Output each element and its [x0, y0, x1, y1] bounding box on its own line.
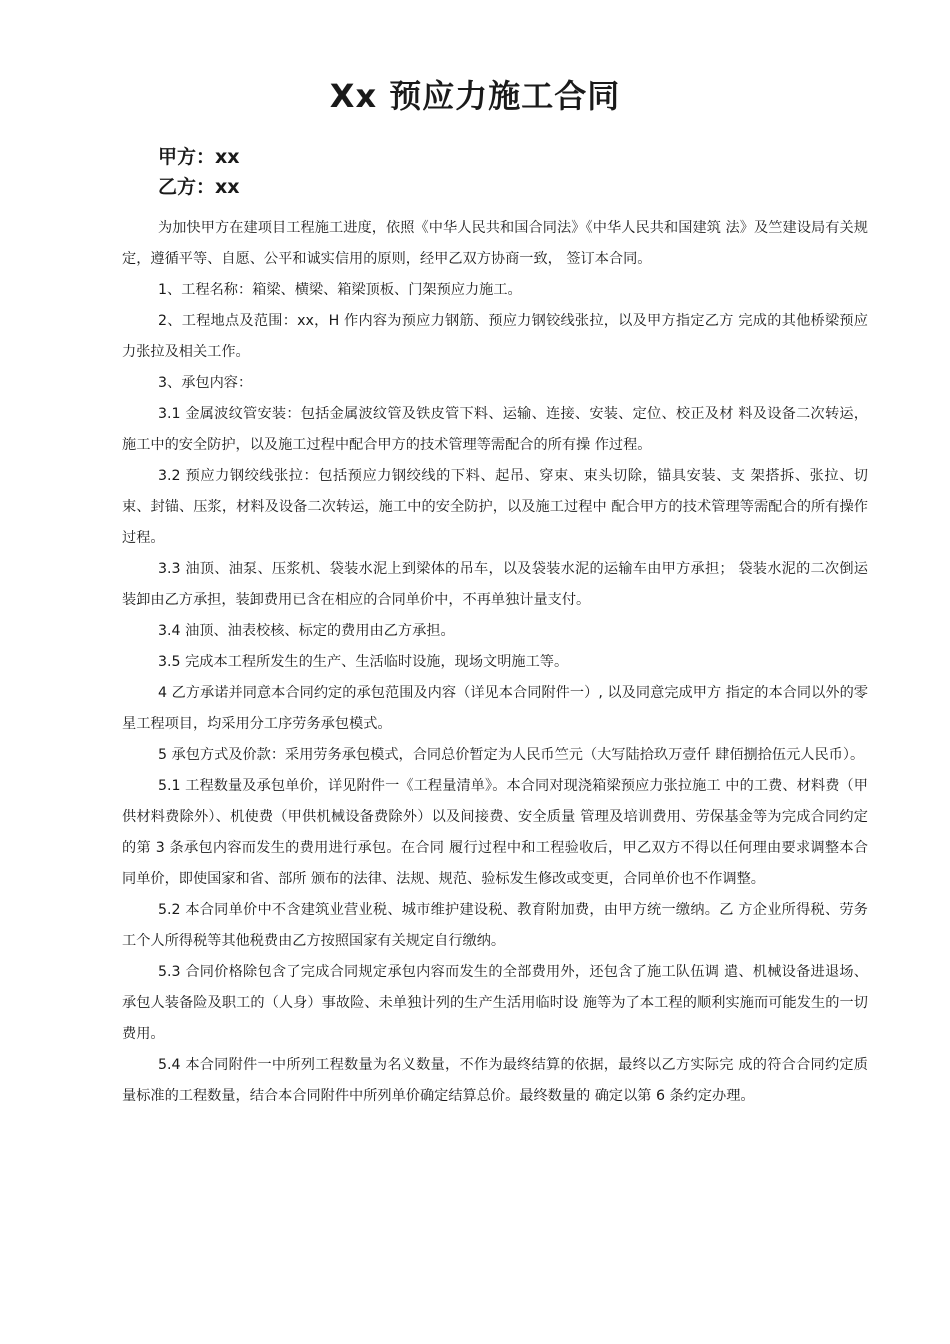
paragraph-5: 5 承包方式及价款：采用劳务承包模式，合同总价暂定为人民币竺元（大写陆拾玖万壹仟 肆佰捌拾伍元人民币）。 [158, 747, 865, 763]
party-a: 甲方：xx [158, 146, 240, 168]
paragraph-2-location-scope: 2、工程地点及范围：xx，H 作内容为预应力钢筋、预应力钢铰线张拉，以及甲方指定乙方 完成的其他桥梁预应力张拉及相关工作。 [122, 313, 868, 360]
paragraph-3-5: 3.5 完成本工程所发生的生产、生活临时设施，现场文明施工等。 [158, 654, 569, 670]
paragraph-1-project-name: 1、工程名称：箱梁、横梁、箱梁顶板、门架预应力施工。 [158, 282, 522, 298]
document-title: Xx 预应力施工合同 [329, 77, 621, 115]
contract-body [122, 213, 868, 1112]
paragraph-5-4: 5.4 本合同附件一中所列工程数量为名义数量，不作为最终结算的依据，最终以乙方实际完 成的符合合同约定质量标准的工程数量，结合本合同附件中所列单价确定结算总价。最终数量的 确定以第 6 条约定办理。 [122, 1057, 868, 1104]
paragraph-5-2: 5.2 本合同单价中不含建筑业营业税、城市维护建设税、教育附加费，由甲方统一缴纳。乙 方企业所得税、劳务工个人所得税等其他税费由乙方按照国家有关规定自行缴纳。 [122, 902, 868, 949]
paragraph-5-3: 5.3 合同价格除包含了完成合同规定承包内容而发生的全部费用外，还包含了施工队伍调 遣、机械设备进退场、承包人装备险及职工的（人身）事故险、未单独计列的生产生活用临时设 施等为了本工程的顺利实施而可能发生的一切费用。 [122, 964, 868, 1042]
paragraph-5-1: 5.1 工程数量及承包单价，详见附件一《工程量清单》。本合同对现浇箱梁预应力张拉施工 中的工费、材料费（甲供材料费除外）、机使费（甲供机械设备费除外）以及间接费、安全质量 管理及培训费用、劳保基金等为完成合同约定的第 3 条承包内容而发生的费用进行承包。在合同 履行过程中和工程验收后，甲乙双方不得以任何理由要求调整本合同单价，即使国家和省、部所 颁布的法律、法规、规范、验标发生修改或变更，合同单价也不作调整。 [122, 778, 868, 887]
paragraph-4: 4 乙方承诺并同意本合同约定的承包范围及内容（详见本合同附件一）, 以及同意完成甲方 指定的本合同以外的零星工程项目，均采用分工序劳务承包模式。 [122, 685, 868, 732]
paragraph-3-contract-content: 3、承包内容： [158, 375, 253, 391]
paragraph-preamble: 为加快甲方在建项目工程施工进度，依照《中华人民共和国合同法》《中华人民共和国建筑 法》及竺建设局有关规定，遵循平等、自愿、公平和诚实信用的原则，经甲乙双方协商一致， 签订本合同。 [122, 220, 868, 267]
paragraph-3-2: 3.2 预应力钢绞线张拉：包括预应力钢绞线的下料、起吊、穿束、束头切除，锚具安装、支 架搭拆、张拉、切束、封锚、压浆，材料及设备二次转运，施工中的安全防护，以及施工过程中 配合甲方的技术管理等需配合的所有操作过程。 [122, 468, 868, 546]
party-b: 乙方：xx [158, 176, 240, 198]
paragraph-3-3: 3.3 油顶、油泵、压浆机、袋装水泥上到梁体的吊车，以及袋装水泥的运输车由甲方承担； 袋装水泥的二次倒运装卸由乙方承担，装卸费用已含在相应的合同单价中，不再单独计量支付。 [122, 561, 868, 608]
paragraph-3-1: 3.1 金属波纹管安装：包括金属波纹管及铁皮管下料、运输、连接、安装、定位、校正及材 料及设备二次转运，施工中的安全防护，以及施工过程中配合甲方的技术管理等需配合的所有操 作过程。 [122, 406, 868, 453]
parties-block [158, 142, 240, 202]
paragraph-3-4: 3.4 油顶、油表校核、标定的费用由乙方承担。 [158, 623, 455, 639]
